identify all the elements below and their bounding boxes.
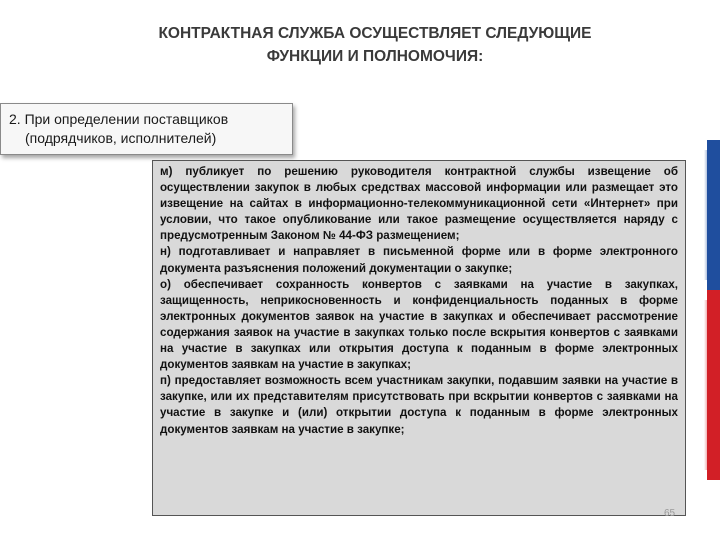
- slide-title-line-1: КОНТРАКТНАЯ СЛУЖБА ОСУЩЕСТВЛЯЕТ СЛЕДУЮЩИЕ: [158, 25, 592, 42]
- slide-title-line-2: ФУНКЦИИ И ПОЛНОМОЧИЯ:: [266, 48, 484, 65]
- function-item-o: о) обеспечивает сохранность конвертов с заявками на участие в закупках, защищенность, неприкосновенность и конфиденциальность поданных в форме электронных документов заявок на участие в закупках и обеспечивает рассмотрение содержания заявок на участие в закупках только после вскрытия конвертов с заявками на участие в закупках или открытия доступа к поданным в форме электронных документов заявкам на участие в закупках;: [160, 277, 678, 372]
- section-heading-box: [0, 103, 293, 155]
- slide-title: [100, 22, 650, 68]
- flag-red-stripe: [707, 290, 720, 480]
- flag-red-shadow: [704, 300, 707, 470]
- function-item-p: п) предоставляет возможность всем участникам закупки, подавшим заявки на участие в закупке, или их представителям присутствовать при вскрытии конвертов с заявками на участие в закупке и (или) открытии доступа к поданным в форме электронных документов заявкам на участие в закупке;: [160, 374, 678, 436]
- flag-blue-stripe: [707, 140, 720, 290]
- flag-white-stripe: [707, 92, 720, 132]
- function-item-n: н) подготавливает и направляет в письменной форме или в форме электронного документа разъяснения положений документации о закупке;: [160, 245, 678, 275]
- page-number: 65: [664, 508, 676, 519]
- section-heading-line-2: (подрядчиков, исполнителей): [25, 130, 217, 146]
- function-item-m: м) публикует по решению руководителя контрактной службы извещение об осуществлении закупок в любых средствах массовой информации или размещает это извещение на сайтах в информационно-телекоммуникационной сети «Интернет» при условии, что такое опубликование или такое размещение осуществляется наряду с предусмотренным Законом № 44-ФЗ размещением;: [160, 165, 678, 243]
- functions-text-box: [152, 160, 686, 516]
- section-heading-line-1: 2. При определении поставщиков: [9, 111, 229, 127]
- flag-blue-shadow: [704, 150, 707, 280]
